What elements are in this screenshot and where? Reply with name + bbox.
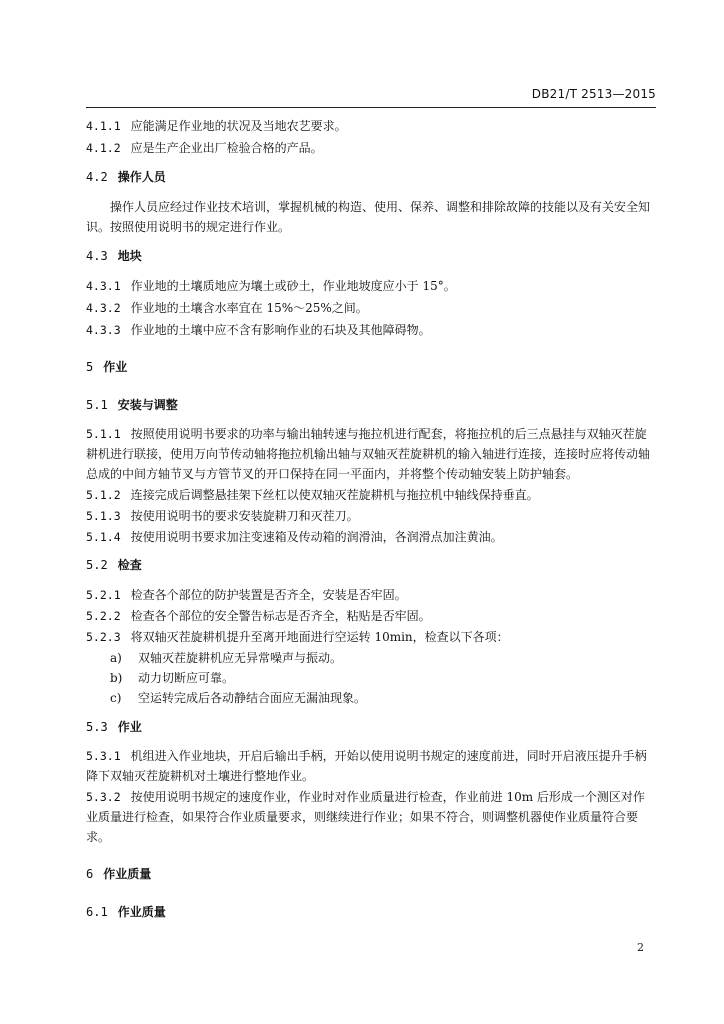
heading-6-1: 6.1 作业质量 xyxy=(86,905,166,919)
document-body xyxy=(86,112,656,922)
heading-4-2: 4.2 操作人员 xyxy=(86,170,166,184)
clause-5-3-2: 5.3.2 按使用说明书规定的速度作业，作业时对作业质量进行检查，作业前进 10m 后形成一个测区对作业质量进行检查，如果符合作业质量要求，则继续进行作业；如果不符合，则调整机器使作业质量符合要求。 xyxy=(86,790,645,844)
clause-4-3-2: 4.3.2 作业地的土壤含水率宜在 15%～25%之间。 xyxy=(86,301,368,315)
heading-6: 6 作业质量 xyxy=(86,867,152,881)
header-rule xyxy=(86,107,656,108)
paragraph-operators: 操作人员应经过作业技术培训，掌握机械的构造、使用、保养、调整和排除故障的技能以及有关安全知识。按照使用说明书的规定进行作业。 xyxy=(86,200,651,234)
heading-4-3: 4.3 地块 xyxy=(86,249,142,263)
clause-4-3-1: 4.3.1 作业地的土壤质地应为壤土或砂土，作业地坡度应小于 15°。 xyxy=(86,279,456,293)
heading-5-3: 5.3 作业 xyxy=(86,720,142,734)
list-item-c: c) 空运转完成后各动静结合面应无漏油现象。 xyxy=(110,691,367,705)
heading-5: 5 作业 xyxy=(86,360,128,374)
list-item-b: b) 动力切断应可靠。 xyxy=(110,671,235,685)
clause-5-1-3: 5.1.3 按使用说明书的要求安装旋耕刀和灭茬刀。 xyxy=(86,509,359,523)
clause-4-1-1: 4.1.1 应能满足作业地的状况及当地农艺要求。 xyxy=(86,119,347,133)
clause-4-1-2: 4.1.2 应是生产企业出厂检验合格的产品。 xyxy=(86,141,323,155)
heading-5-2: 5.2 检查 xyxy=(86,558,142,572)
clause-5-1-1: 5.1.1 按照使用说明书要求的功率与输出轴转速与拖拉机进行配套，将拖拉机的后三点悬挂与双轴灭茬旋耕机进行联接，使用万向节传动轴将拖拉机输出轴与双轴灭茬旋耕机的输入轴进行连接，连接时应将传动轴总成的中间方轴节叉与方管节叉的开口保持在同一平面内，并将整个传动轴安装上防护轴套。 xyxy=(86,427,651,481)
clause-5-2-3: 5.2.3 将双轴灭茬旋耕机提升至离开地面进行空运转 10min，检查以下各项： xyxy=(86,630,509,644)
clause-5-1-2: 5.1.2 连接完成后调整悬挂架下丝杠以使双轴灭茬旋耕机与拖拉机中轴线保持垂直。 xyxy=(86,488,539,502)
clause-5-2-1: 5.2.1 检查各个部位的防护装置是否齐全，安装是否牢固。 xyxy=(86,588,407,602)
heading-5-1: 5.1 安装与调整 xyxy=(86,398,178,412)
clause-5-3-1: 5.3.1 机组进入作业地块，开启后输出手柄，开始以使用说明书规定的速度前进，同时开启液压提升手柄降下双轴灭茬旋耕机对土壤进行整地作业。 xyxy=(86,749,647,783)
clause-5-1-4: 5.1.4 按使用说明书要求加注变速箱及传动箱的润滑油，各润滑点加注黄油。 xyxy=(86,530,503,544)
clause-4-3-3: 4.3.3 作业地的土壤中应不含有影响作业的石块及其他障碍物。 xyxy=(86,323,431,337)
clause-5-2-2: 5.2.2 检查各个部位的安全警告标志是否齐全，粘贴是否牢固。 xyxy=(86,609,431,623)
page-number: 2 xyxy=(637,941,644,954)
list-item-a: a) 双轴灭茬旋耕机应无异常噪声与振动。 xyxy=(110,651,343,665)
standard-code: DB21/T 2513—2015 xyxy=(531,87,656,101)
